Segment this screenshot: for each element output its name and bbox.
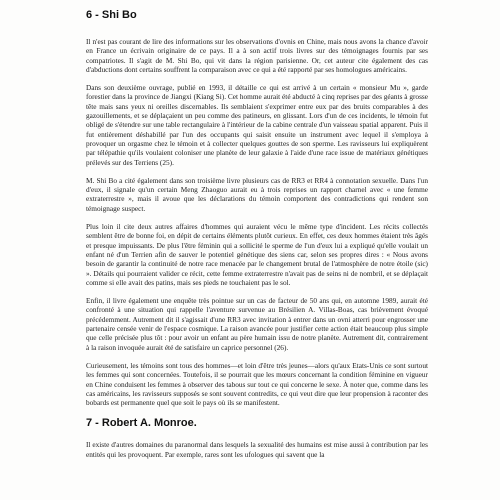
paragraph: Il existe d'autres domaines du paranormal dans lesquels la sexualité des humains est mise aussi à contribution par les entités qui les provoquent. Par exemple, rares sont les ufologues qui savent que la <box>86 440 428 459</box>
paragraph: Curieusement, les témoins sont tous des hommes—et loin d'être très jeunes—alors qu'aux Etats-Unis ce sont surtout les femmes qui sont concernées. Toutefois, il se pourrait que les mœurs concernant la condition féminine en vigueur en Chine conduisent les femmes à observer des tabous sur tout ce qui concerne le sexe. À noter que, comme dans les cas américains, les ravisseurs supposés se sont souvent contredits, ce qui veut dire que leur propension à raconter des bobards est permanente quel que soit le pays où ils se manifestent. <box>86 360 428 408</box>
paragraph: Plus loin il cite deux autres affaires d'hommes qui auraient vécu le même type d'incident. Les récits collectés semblent être de bonne foi, en dépit de certains éléments plutôt curieux. En effet, ces deux hommes étaient très âgés et presque impuissants. De plus l'être féminin qui a sollicité le sperme de l'un d'eux lui a expliqué qu'elle voulait un enfant né d'un Terrien afin de sauver le potentiel génétique des siens car, selon ses propres dires : « Nous avons besoin de garantir la continuité de notre race menacée par le changement brutal de l'atmosphère de notre étoile (sic) ». Détails qui pourraient valider ce récit, cette femme extraterrestre n'avait pas de seins ni de nombril, et se déplaçait comme si elle avait des patins, mais ses pieds ne touchaient pas le sol. <box>86 222 428 287</box>
section-heading-monroe: 7 - Robert A. Monroe. <box>86 417 197 430</box>
paragraph: Dans son deuxième ouvrage, publié en 1993, il détaille ce qui est arrivé à un certain « monsieur Mu », garde forestier dans la province de Jiangxi (Kiang Si). Cet homme aurait été abducté à cinq reprises par des géants à grosse tête mais sans yeux ni oreilles discernables. Ils semblaient s'exprimer entre eux par des bruits comparables à des gazouillements, et se déplaçaient un peu comme des patineurs, en glissant. Lors d'un de ces incidents, le témoin fut obligé de s'étendre sur une table rectangulaire à l'intérieur de la cabine centrale d'un vaisseau spatial apparent. Puis il fut entièrement déshabillé par l'un des occupants qui saisit ensuite un instrument avec lequel il s'employa à provoquer un orgasme chez le témoin et à collecter quelques gouttes de son sperme. Les ravisseurs lui expliquèrent par télépathie qu'ils voulaient coloniser une planète de leur galaxie à l'aide d'une race issue de matériaux génétiques prélevés sur des Terriens (25). <box>86 83 428 167</box>
section-heading-shi-bo: 6 - Shi Bo <box>86 9 137 21</box>
paragraph: Il n'est pas courant de lire des informations sur les observations d'ovnis en Chine, mais nous avons la chance d'avoir en France un écrivain originaire de ce pays. Il a à son actif trois livres sur des témoignages fournis par ses compatriotes. Il s'agit de M. Shi Bo, qui vit dans la région parisienne. Or, cet auteur cite également des cas d'abductions dont certains souffrent la comparaison avec ce qui a été rapporté par ses homologues américains. <box>86 37 428 74</box>
page-content <box>86 8 428 468</box>
paragraph: Enfin, il livre également une enquête très pointue sur un cas de facteur de 50 ans qui, en automne 1989, aurait été confronté à une situation qui rappelle l'aventure survenue au Brésilien A. Villas-Boas, cas brièvement évoqué précédemment. Autrement dit il s'agissait d'une RR3 avec invitation à entrer dans un ovni atterri pour engrosser une partenaire censée venir de l'espace cosmique. La raison avancée pour justifier cette action était beaucoup plus simple que celle précisée plus tôt : pour avoir un enfant au père humain issu de notre planète. Autrement dit, contrairement à la raison invoquée aurait été de satisfaire un caprice personnel (26). <box>86 296 428 352</box>
paragraph: M. Shi Bo a cité également dans son troisième livre plusieurs cas de RR3 et RR4 à connotation sexuelle. Dans l'un d'eux, il signale qu'un certain Meng Zhaoguo aurait eu à trois reprises un rapport charnel avec « une femme extraterrestre », mais il avoue que les déclarations du témoin comportent des contradictions qui rendent son témoignage suspect. <box>86 175 428 213</box>
